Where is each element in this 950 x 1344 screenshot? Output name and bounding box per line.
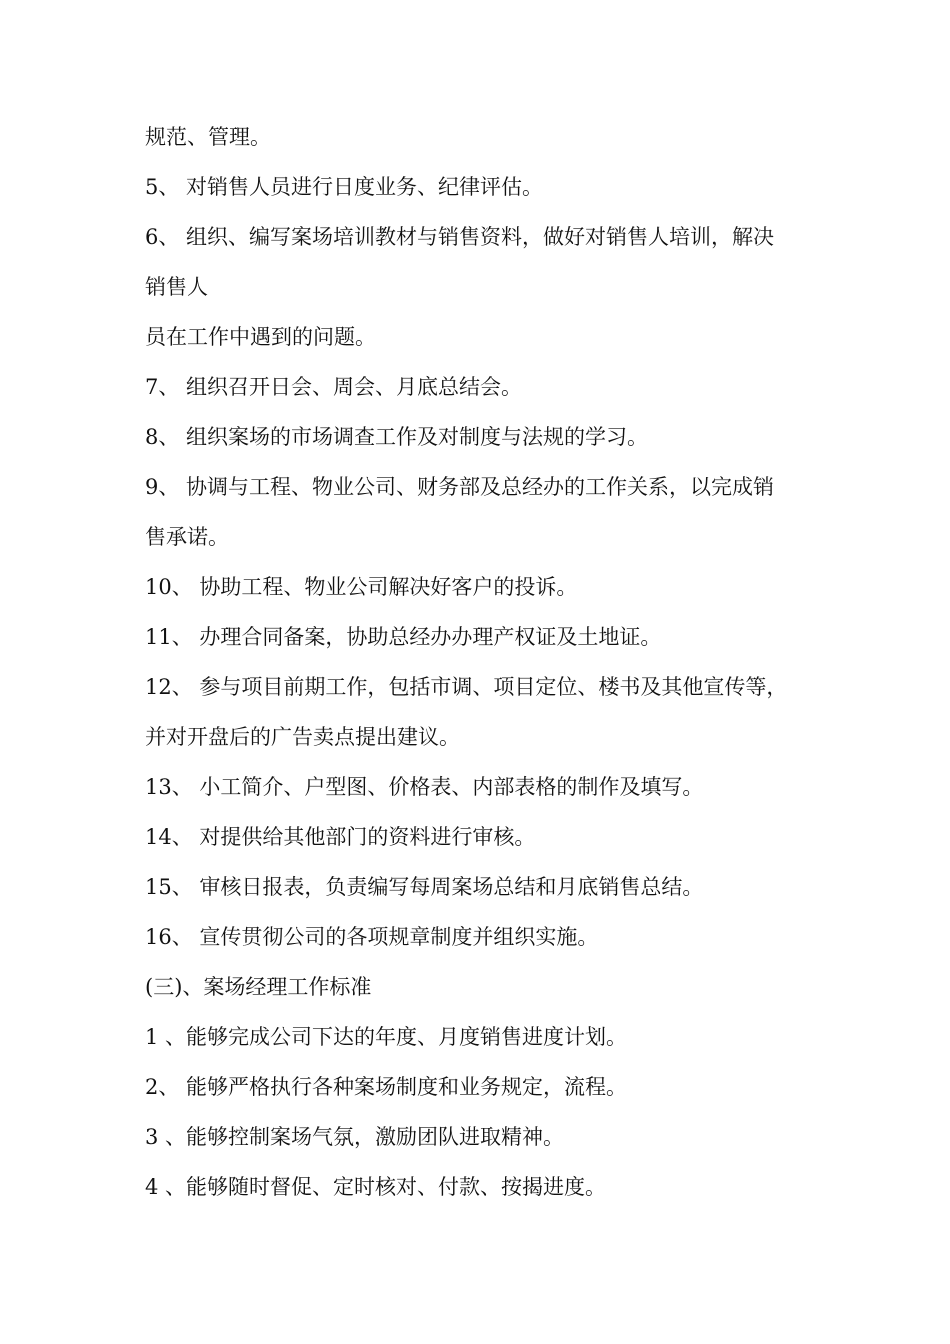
standard-item-4: 4 、能够随时督促、定时核对、付款、按揭进度。 bbox=[145, 1175, 607, 1199]
text-line: 规范、管理。 bbox=[145, 125, 271, 149]
list-item-13: 13、 小工简介、户型图、价格表、内部表格的制作及填写。 bbox=[145, 775, 704, 799]
list-item-10: 10、 协助工程、物业公司解决好客户的投诉。 bbox=[145, 575, 578, 599]
list-item-5: 5、 对销售人员进行日度业务、纪律评估。 bbox=[145, 175, 544, 199]
document-body bbox=[145, 112, 825, 1212]
list-item-12: 12、 参与项目前期工作，包括市调、项目定位、楼书及其他宣传等， bbox=[145, 675, 788, 699]
list-item-15: 15、 审核日报表，负责编写每周案场总结和月底销售总结。 bbox=[145, 875, 704, 899]
list-item-8: 8、 组织案场的市场调查工作及对制度与法规的学习。 bbox=[145, 425, 649, 449]
list-item-14: 14、 对提供给其他部门的资料进行审核。 bbox=[145, 825, 536, 849]
text-line: 并对开盘后的广告卖点提出建议。 bbox=[145, 725, 460, 749]
list-item-16: 16、 宣传贯彻公司的各项规章制度并组织实施。 bbox=[145, 925, 599, 949]
list-item-7: 7、 组织召开日会、周会、月底总结会。 bbox=[145, 375, 523, 399]
list-item-6: 6、 组织、编写案场培训教材与销售资料，做好对销售人培训，解决 bbox=[145, 225, 775, 249]
text-line: 员在工作中遇到的问题。 bbox=[145, 325, 376, 349]
standard-item-3: 3 、能够控制案场气氛，激励团队进取精神。 bbox=[145, 1125, 565, 1149]
standard-item-2: 2、 能够严格执行各种案场制度和业务规定，流程。 bbox=[145, 1075, 628, 1099]
text-line: 售承诺。 bbox=[145, 525, 229, 549]
list-item-11: 11、 办理合同备案，协助总经办办理产权证及土地证。 bbox=[145, 625, 662, 649]
standard-item-1: 1 、能够完成公司下达的年度、月度销售进度计划。 bbox=[145, 1025, 628, 1049]
text-line: 销售人 bbox=[145, 275, 208, 299]
list-item-9: 9、 协调与工程、物业公司、财务部及总经办的工作关系，以完成销 bbox=[145, 475, 775, 499]
section-heading: (三)、案场经理工作标准 bbox=[145, 975, 372, 999]
